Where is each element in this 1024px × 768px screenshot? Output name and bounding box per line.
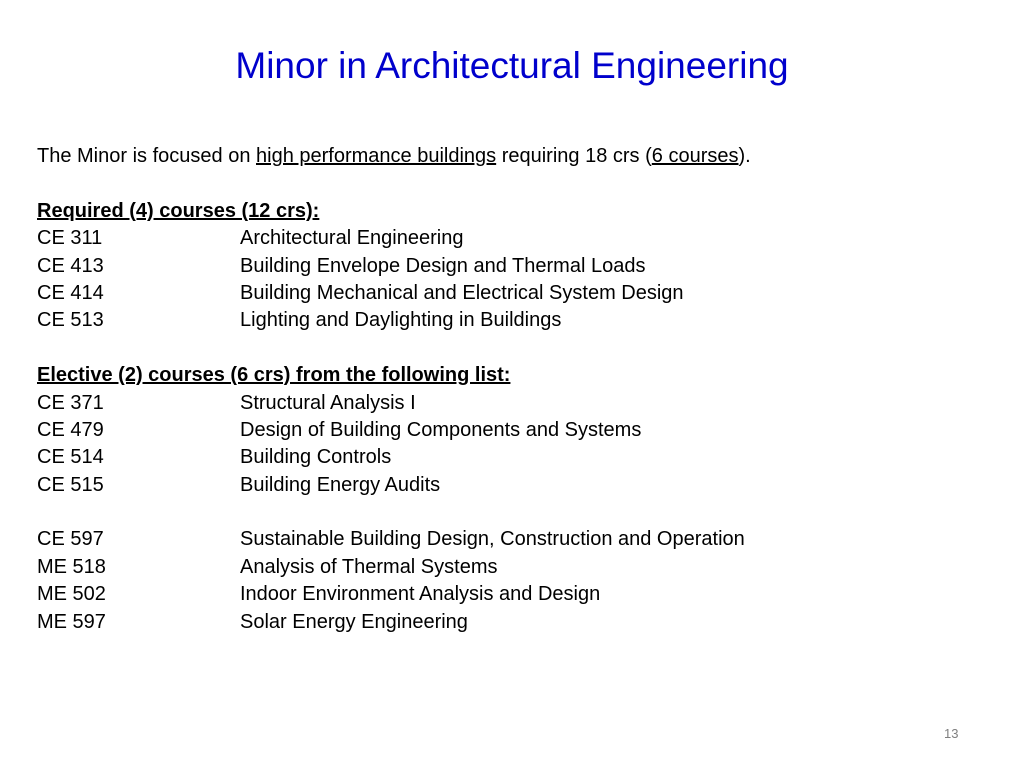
elective-course-row (37, 609, 997, 636)
required-course-row (37, 225, 997, 252)
intro-suffix: ). (738, 145, 751, 167)
course-name: Analysis of Thermal Systems (240, 555, 498, 578)
elective-course-row (37, 417, 997, 444)
course-code: CE 479 (37, 418, 104, 441)
course-name: Lighting and Daylighting in Buildings (240, 309, 562, 332)
course-name: Solar Energy Engineering (240, 610, 468, 633)
course-name: Architectural Engineering (240, 227, 464, 250)
course-name: Structural Analysis I (240, 391, 416, 414)
page-number: 13 (944, 726, 959, 741)
required-course-row (37, 307, 997, 334)
intro-line (37, 143, 997, 170)
course-name: Building Envelope Design and Thermal Loads (240, 254, 646, 277)
required-course-row (37, 253, 997, 280)
required-course-row (37, 280, 997, 307)
course-name: Design of Building Components and Systems (240, 418, 642, 441)
intro-middle: requiring 18 crs ( (496, 145, 652, 167)
course-code: CE 515 (37, 473, 104, 496)
course-code: ME 597 (37, 610, 106, 633)
elective-course-row (37, 581, 997, 608)
course-name: Sustainable Building Design, Construction and Operation (240, 528, 745, 551)
elective-course-row (37, 390, 997, 417)
course-code: ME 518 (37, 555, 106, 578)
course-code: ME 502 (37, 583, 106, 606)
elective-course-row (37, 526, 997, 553)
course-name: Indoor Environment Analysis and Design (240, 583, 601, 606)
course-code: CE 311 (37, 227, 103, 250)
course-name: Building Energy Audits (240, 473, 441, 496)
course-name: Building Controls (240, 446, 392, 469)
course-code: CE 514 (37, 446, 104, 469)
course-code: CE 371 (37, 391, 104, 414)
course-code: CE 414 (37, 281, 104, 304)
intro-link-6-courses[interactable]: 6 courses (651, 145, 739, 167)
elective-course-row (37, 554, 997, 581)
course-code: CE 597 (37, 528, 104, 551)
intro-link-high-performance-buildings[interactable]: high performance buildings (256, 145, 497, 167)
course-code: CE 513 (37, 309, 104, 332)
elective-course-row (37, 472, 997, 499)
elective-course-row (37, 444, 997, 471)
course-name: Building Mechanical and Electrical System Design (240, 281, 684, 304)
spacer (37, 335, 997, 362)
slide-content (37, 143, 997, 636)
course-code: CE 413 (37, 254, 104, 277)
spacer (37, 499, 997, 526)
elective-heading: Elective (2) courses (6 crs) from the following list: (37, 364, 511, 387)
spacer (37, 170, 997, 197)
intro-prefix: The Minor is focused on (37, 145, 256, 167)
required-heading: Required (4) courses (12 crs): (37, 199, 320, 222)
slide-title: Minor in Architectural Engineering (235, 45, 789, 86)
